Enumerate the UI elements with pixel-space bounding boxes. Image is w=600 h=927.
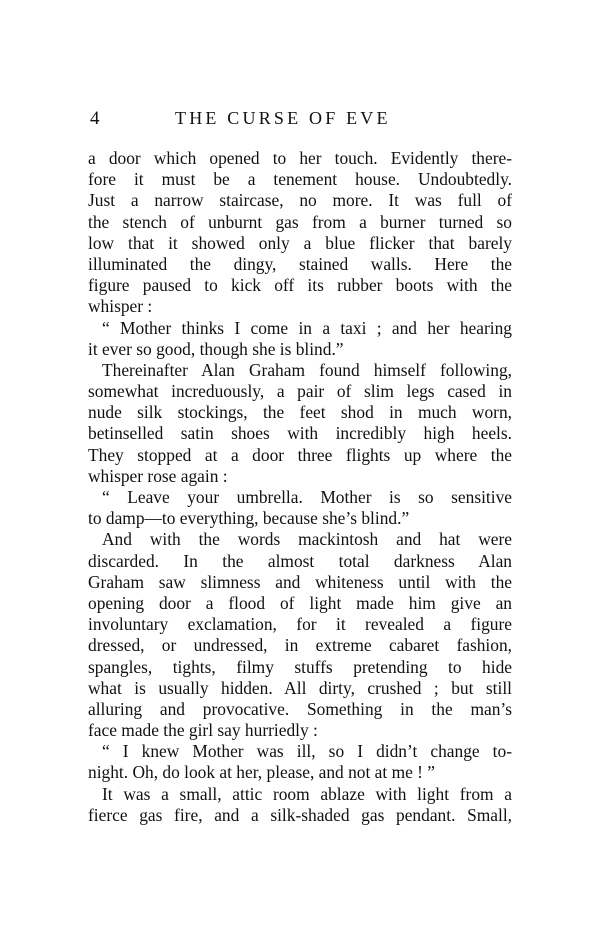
- text-line: involuntary exclamation, for it revealed a figure: [88, 614, 512, 635]
- text-line: spangles, tights, filmy stuffs pretending to hide: [88, 656, 512, 677]
- body-text: [88, 148, 512, 826]
- page-number: 4: [90, 108, 100, 129]
- text-line: whisper rose again :: [88, 465, 228, 486]
- text-line: illuminated the dingy, stained walls. Here the: [88, 253, 512, 274]
- text-line: Graham saw slimness and whiteness until with the: [88, 571, 512, 592]
- text-line: to damp—to everything, because she’s blind.”: [88, 508, 410, 529]
- text-line: “ Leave your umbrella. Mother is so sensitive: [102, 487, 512, 507]
- text-line: low that it showed only a blue flicker that barely: [88, 232, 512, 253]
- text-line: nude silk stockings, the feet shod in much worn,: [88, 402, 512, 423]
- text-line: face made the girl say hurriedly :: [88, 720, 318, 741]
- text-line: fore it must be a tenement house. Undoubtedly.: [88, 169, 512, 190]
- text-line: And with the words mackintosh and hat were: [102, 529, 512, 550]
- text-line: a door which opened to her touch. Evidently there-: [88, 148, 512, 168]
- text-line: discarded. In the almost total darkness Alan: [88, 550, 512, 571]
- text-line: somewhat increduously, a pair of slim legs cased in: [88, 381, 512, 402]
- text-line: what is usually hidden. All dirty, crushed ; but still: [88, 677, 512, 698]
- text-line: “ I knew Mother was ill, so I didn’t change to-: [102, 741, 512, 762]
- text-line: night. Oh, do look at her, please, and not at me ! ”: [88, 762, 436, 783]
- running-head: [90, 108, 515, 134]
- text-line: whisper :: [88, 296, 153, 317]
- text-line: dressed, or undressed, in extreme cabaret fashion,: [88, 635, 512, 656]
- text-line: alluring and provocative. Something in the man’s: [88, 698, 512, 719]
- text-line: figure paused to kick off its rubber boots with the: [88, 275, 512, 296]
- text-line: it ever so good, though she is blind.”: [88, 338, 344, 359]
- text-line: opening door a flood of light made him give an: [88, 592, 512, 613]
- text-line: fierce gas fire, and a silk-shaded gas pendant. Small,: [88, 804, 512, 825]
- text-line: They stopped at a door three flights up where the: [88, 444, 512, 465]
- text-line: “ Mother thinks I come in a taxi ; and her hearing: [102, 317, 512, 338]
- running-title: THE CURSE OF EVE: [175, 108, 391, 128]
- text-line: the stench of unburnt gas from a burner turned so: [88, 211, 512, 232]
- text-line: betinselled satin shoes with incredibly high heels.: [88, 423, 512, 444]
- text-line: It was a small, attic room ablaze with light from a: [102, 783, 512, 804]
- text-line: Thereinafter Alan Graham found himself following,: [102, 359, 512, 380]
- text-line: Just a narrow staircase, no more. It was full of: [88, 190, 512, 211]
